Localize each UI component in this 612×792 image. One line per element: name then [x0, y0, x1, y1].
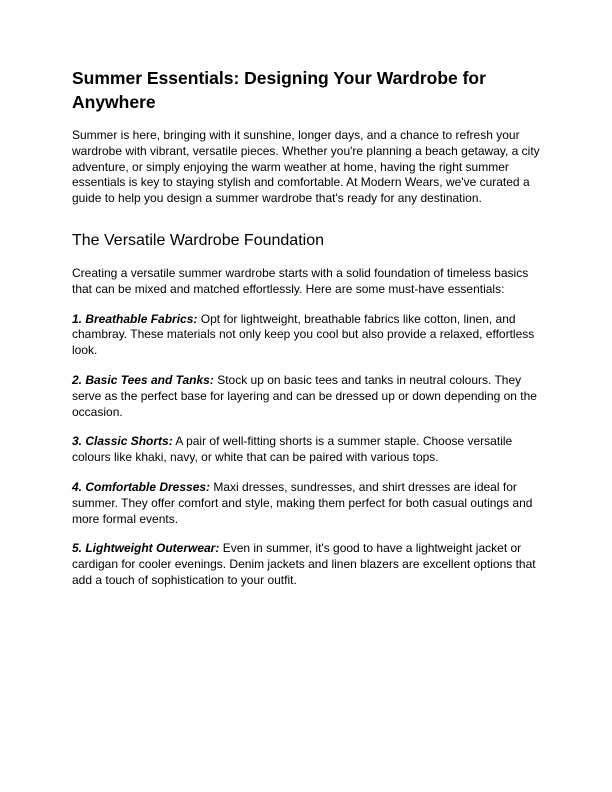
list-item-label: 2. Basic Tees and Tanks: — [72, 372, 214, 387]
list-item-label: 1. Breathable Fabrics: — [72, 311, 198, 326]
list-item-text: A pair of well-fitting shorts is a summer staple. Choose versatile colours like khaki, navy, or white that can be paired with various tops. — [72, 434, 513, 465]
intro-paragraph: Summer is here, bringing with it sunshine, longer days, and a chance to refresh your wardrobe with vibrant, versatile pieces. Whether you're planning a beach getaway, a city adventure, or simply enjoying the warm weather at home, having the right summer essentials is key to staying stylish and comfortable. At Modern Wears, we've curated a guide to help you design a summer wardrobe that's ready for any destination. — [72, 128, 540, 206]
section-lead-paragraph: Creating a versatile summer wardrobe starts with a solid foundation of timeless basics that can be mixed and matched effortlessly. Here are some must-have essentials: — [72, 265, 529, 296]
section-heading: The Versatile Wardrobe Foundation — [72, 231, 324, 249]
list-item — [72, 541, 544, 588]
list-item-label: 3. Classic Shorts: — [72, 434, 173, 449]
document-title: Summer Essentials: Designing Your Wardrobe for Anywhere — [72, 68, 486, 112]
list-item — [72, 373, 544, 420]
list-item-text: Opt for lightweight, breathable fabrics like cotton, linen, and chambray. These materials not only keep you cool but also provide a relaxed, effortless look. — [72, 311, 535, 358]
list-item-label: 4. Comfortable Dresses: — [72, 479, 211, 494]
list-item — [72, 434, 544, 466]
list-item-label: 5. Lightweight Outerwear: — [72, 541, 220, 556]
list-item-text: Even in summer, it's good to have a lightweight jacket or cardigan for cooler evenings. Denim jackets and linen blazers are excellent options that add a touch of sophistication to your outfit. — [72, 541, 536, 587]
list-item-text: Maxi dresses, sundresses, and shirt dresses are ideal for summer. They offer comfort and style, making them perfect for both casual outings and more formal events. — [72, 479, 533, 526]
list-item-text: Stock up on basic tees and tanks in neutral colours. They serve as the perfect base for layering and can be dressed up or down depending on the occasion. — [72, 372, 537, 419]
document-page — [72, 66, 544, 603]
list-item — [72, 480, 544, 527]
list-item — [72, 312, 544, 359]
